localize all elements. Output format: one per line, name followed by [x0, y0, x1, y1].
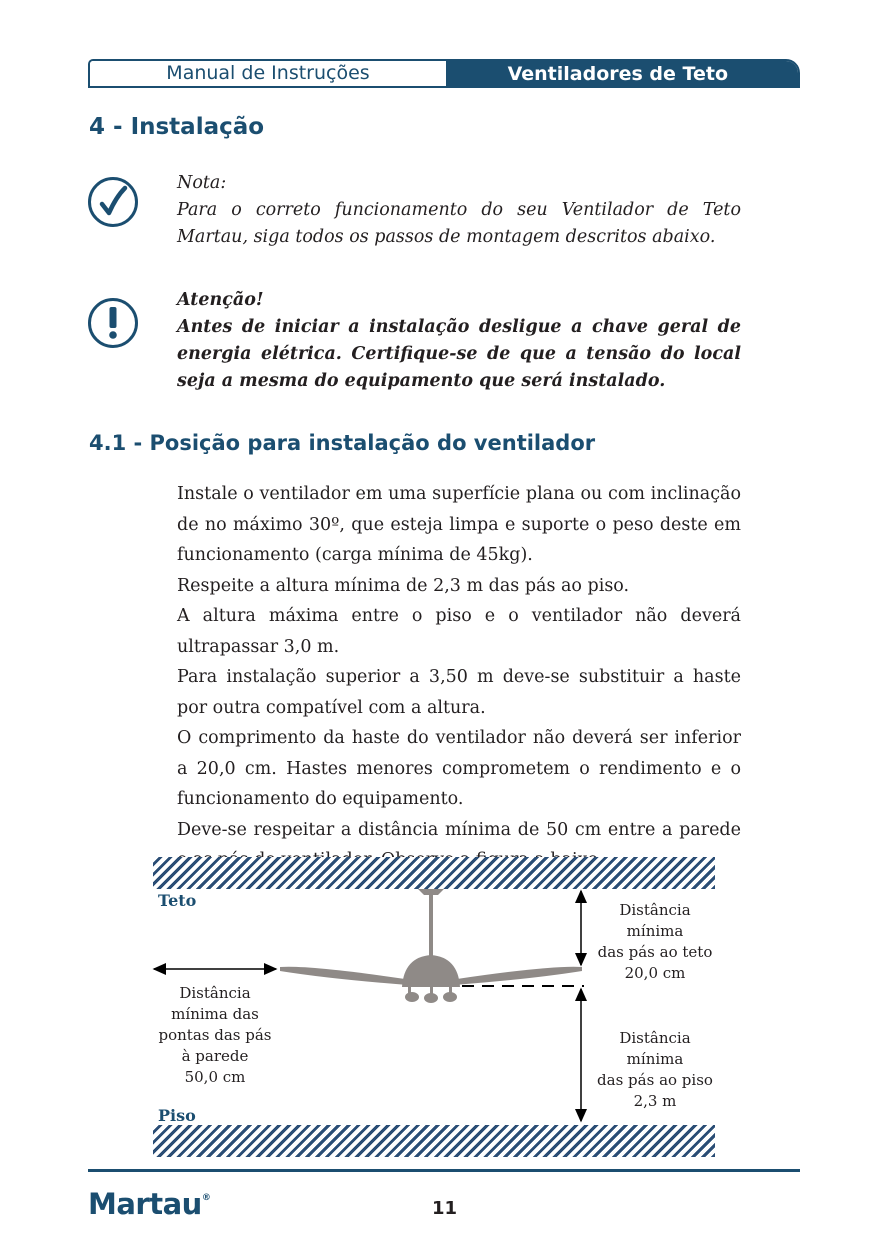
label-line: 20,0 cm — [624, 964, 686, 982]
registered-mark: ® — [201, 1193, 211, 1203]
label-line: 50,0 cm — [184, 1068, 246, 1086]
warning-title: Atenção! — [177, 290, 264, 310]
wall-distance-label — [150, 983, 280, 1088]
fan-light — [405, 992, 419, 1002]
label-line: 2,3 m — [633, 1092, 677, 1110]
label-line: pontas das pás — [158, 1026, 272, 1044]
check-icon — [88, 177, 138, 227]
fan-canopy — [418, 889, 444, 895]
fan-light-stem — [430, 987, 433, 995]
paragraph: Instale o ventilador em uma superfície plana ou com inclinação de no máximo 30º, que esteja limpa e suporte o peso deste em funcionamento (carga mínima de 45kg). — [177, 484, 741, 565]
fan-motor — [402, 955, 460, 987]
page-header — [88, 59, 800, 88]
section-title: 4 - Instalação — [89, 114, 265, 140]
paragraph: Respeite a altura mínima de 2,3 m das pás ao piso. — [177, 575, 630, 596]
martau-logo — [88, 1187, 210, 1221]
label-line: Distância — [179, 984, 251, 1002]
page-number: 11 — [432, 1198, 458, 1219]
paragraph: A altura máxima entre o piso e o ventilador não deverá ultrapassar 3,0 m. — [177, 606, 741, 657]
label-line: mínima das — [171, 1005, 259, 1023]
label-line: das pás ao teto — [597, 943, 713, 961]
fan-blade-left — [280, 967, 408, 985]
installation-diagram — [150, 855, 720, 1150]
ceiling-label: Teto — [158, 891, 197, 910]
label-line: Distância mínima — [619, 1029, 691, 1068]
note-text: Para o correto funcionamento do seu Ventilador de Teto Martau, siga todos os passos de montagem descritos abaixo. — [177, 200, 741, 247]
paragraph: Deve-se respeitar a distância mínima de 50 cm entre a parede — [177, 819, 741, 840]
paragraph: O comprimento da haste do ventilador não deverá ser inferior a 20,0 cm. Hastes menores comprometem o rendimento e o funcionamento do equipamento. — [177, 728, 741, 809]
fan-downrod — [429, 895, 433, 957]
fan-light-stem — [449, 987, 452, 995]
instructions-body — [177, 479, 741, 876]
label-line: à parede — [181, 1047, 249, 1065]
ceiling-distance-label — [590, 900, 720, 984]
fan-light-stem — [408, 987, 411, 995]
exclamation-glyph — [106, 306, 120, 340]
product-title: Ventiladores de Teto — [446, 61, 798, 86]
label-line: das pás ao piso — [597, 1071, 713, 1089]
warning-text: Antes de iniciar a instalação desligue a chave geral de energia elétrica. Certifique-se de que a tensão do local seja a mesma do equipamento que será instalado. — [177, 317, 741, 391]
footer-divider — [88, 1169, 800, 1172]
floor-label: Piso — [158, 1106, 196, 1125]
label-line: Distância mínima — [619, 901, 691, 940]
paragraph: Para instalação superior a 3,50 m deve-se substituir a haste por outra compatível com a altura. — [177, 667, 741, 718]
manual-title: Manual de Instruções — [90, 61, 446, 86]
subsection-title: 4.1 - Posição para instalação do ventilador — [89, 431, 596, 455]
check-glyph — [98, 185, 128, 219]
logo-text: Martau — [88, 1187, 202, 1221]
note-block — [177, 170, 741, 251]
floor-distance-label — [590, 1028, 720, 1112]
exclamation-icon — [88, 298, 138, 348]
warning-block — [177, 287, 741, 395]
note-title: Nota: — [177, 173, 227, 193]
fan-blade-right — [454, 967, 582, 985]
